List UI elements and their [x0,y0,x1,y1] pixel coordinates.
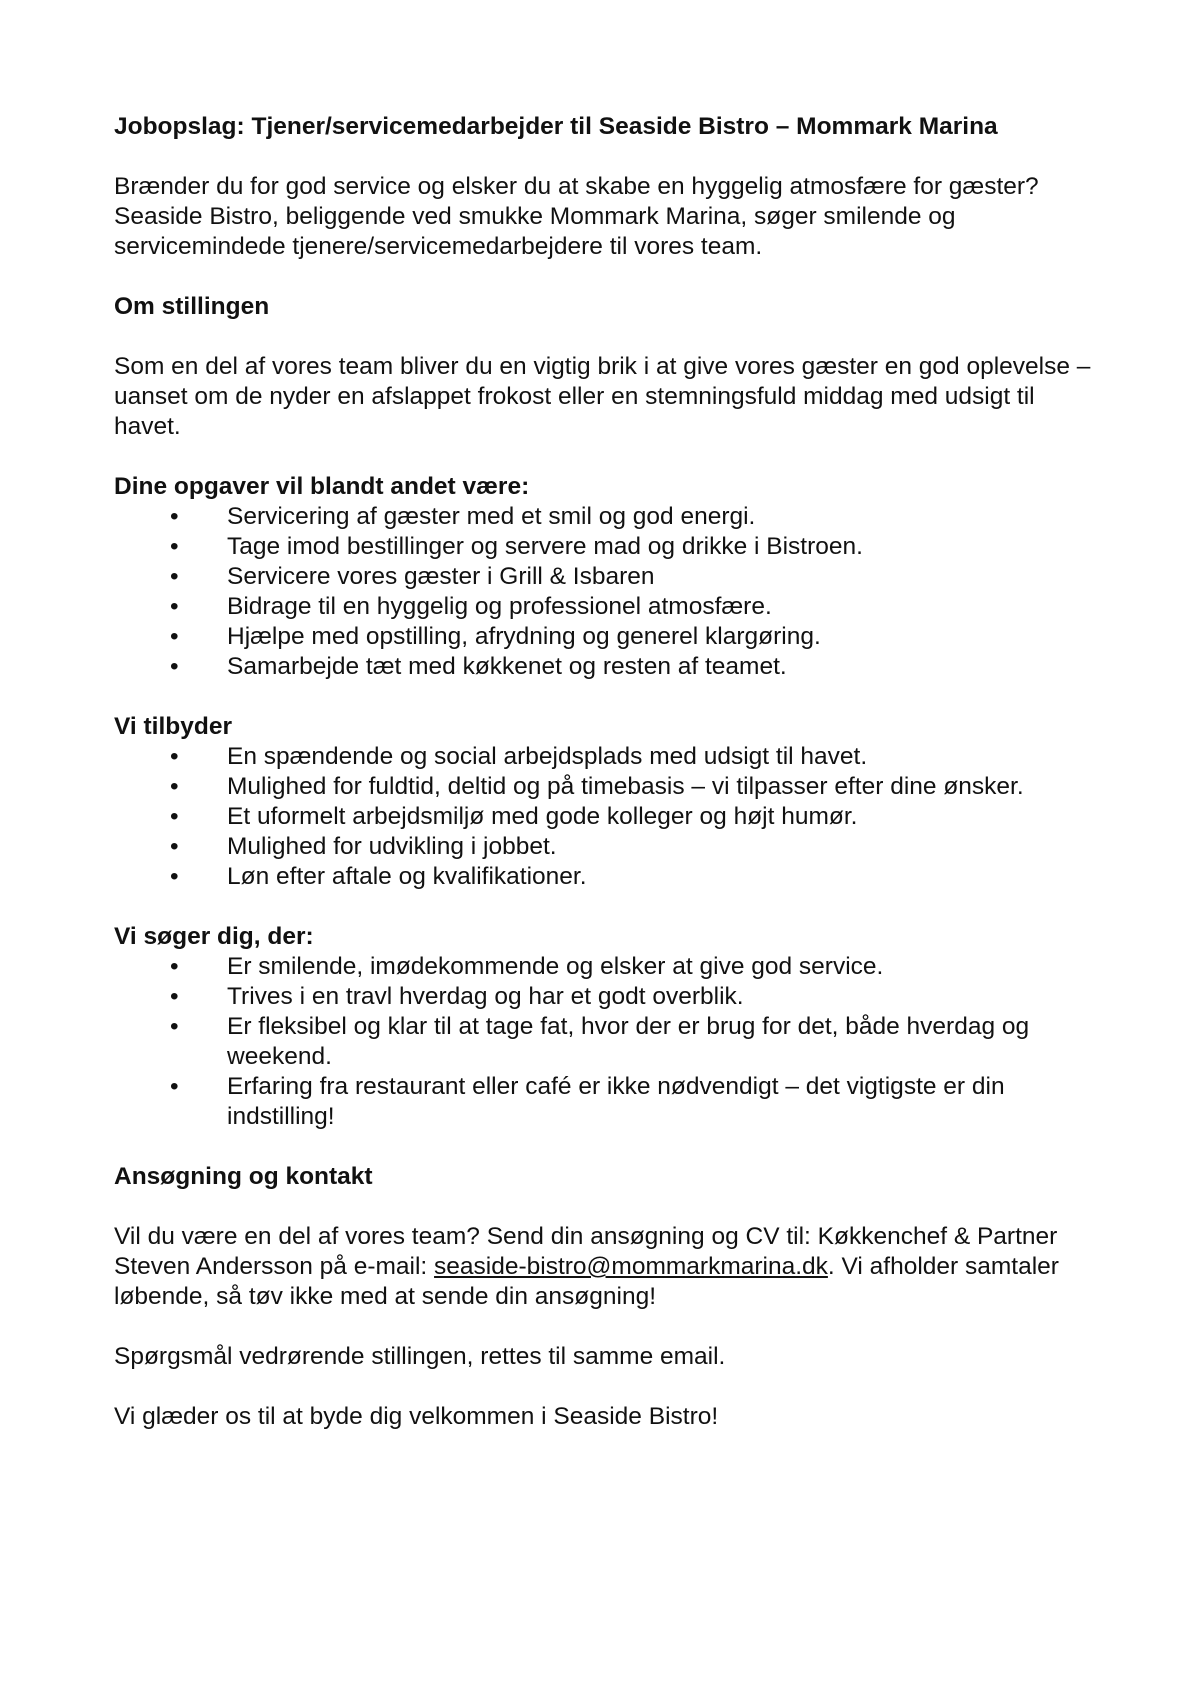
list-item [114,862,1104,892]
list-item-text: Løn efter aftale og kvalifikationer. [227,863,587,890]
offer-list [114,742,1104,892]
seeking-heading: Vi søger dig, der: [114,923,314,950]
job-title: Jobopslag: Tjener/servicemedarbejder til Seaside Bistro – Mommark Marina [114,113,998,140]
list-item [114,772,1104,802]
contact-paragraph [114,1222,1104,1312]
list-item-text: Hjælpe med opstilling, afrydning og generel klargøring. [227,623,821,650]
list-item [114,982,1104,1012]
list-item-text: Servicering af gæster med et smil og god energi. [227,503,756,530]
document-page [114,112,1104,1462]
bullet-icon: • [170,953,179,980]
list-item [114,622,1104,652]
contact-heading: Ansøgning og kontakt [114,1163,373,1190]
list-item [114,502,1104,532]
list-item-text: Er fleksibel og klar til at tage fat, hvor der er brug for det, både hverdag og weekend. [227,1013,1030,1070]
list-item [114,532,1104,562]
list-item-text: Mulighed for udvikling i jobbet. [227,833,557,860]
list-item-text: Bidrage til en hyggelig og professionel atmosfære. [227,593,772,620]
bullet-icon: • [170,863,179,890]
list-item [114,1012,1104,1072]
list-item [114,832,1104,862]
bullet-icon: • [170,623,179,650]
closing-paragraph: Vi glæder os til at byde dig velkommen i Seaside Bistro! [114,1403,719,1430]
offer-heading: Vi tilbyder [114,713,233,740]
about-heading: Om stillingen [114,293,270,320]
bullet-icon: • [170,803,179,830]
list-item-text: Servicere vores gæster i Grill & Isbaren [227,563,655,590]
list-item [114,742,1104,772]
list-item-text: Er smilende, imødekommende og elsker at give god service. [227,953,884,980]
email-link[interactable]: seaside-bistro@mommarkmarina.dk [434,1253,828,1280]
list-item [114,652,1104,682]
list-item-text: Samarbejde tæt med køkkenet og resten af teamet. [227,653,787,680]
bullet-icon: • [170,533,179,560]
contact-text-before: Vil du være en del af vores team? Send din ansøgning og CV til: Køkkenchef & Partner Steven Andersson på e-mail: [114,1223,1058,1280]
bullet-icon: • [170,1073,179,1100]
questions-paragraph: Spørgsmål vedrørende stillingen, rettes til samme email. [114,1343,726,1370]
bullet-icon: • [170,983,179,1010]
contact-text-after: . Vi afholder samtaler løbende, så tøv ikke med at sende din ansøgning! [114,1253,1059,1310]
list-item [114,592,1104,622]
list-item-text: Et uformelt arbejdsmiljø med gode kolleger og højt humør. [227,803,858,830]
list-item-text: Erfaring fra restaurant eller café er ikke nødvendigt – det vigtigste er din indstilling! [227,1073,1005,1130]
list-item [114,952,1104,982]
bullet-icon: • [170,563,179,590]
list-item-text: Mulighed for fuldtid, deltid og på timebasis – vi tilpasser efter dine ønsker. [227,773,1024,800]
list-item-text: En spændende og social arbejdsplads med udsigt til havet. [227,743,868,770]
list-item-text: Tage imod bestillinger og servere mad og drikke i Bistroen. [227,533,863,560]
list-item [114,562,1104,592]
bullet-icon: • [170,773,179,800]
bullet-icon: • [170,833,179,860]
list-item [114,1072,1104,1132]
tasks-heading: Dine opgaver vil blandt andet være: [114,473,530,500]
tasks-list [114,502,1104,682]
bullet-icon: • [170,593,179,620]
bullet-icon: • [170,1013,179,1040]
bullet-icon: • [170,503,179,530]
intro-paragraph: Brænder du for god service og elsker du at skabe en hyggelig atmosfære for gæster? Seaside Bistro, beliggende ved smukke Mommark Marina, søger smilende og servicemindede tjenere/servicemedarbejdere til vores team. [114,173,1039,260]
list-item-text: Trives i en travl hverdag og har et godt overblik. [227,983,744,1010]
seeking-list [114,952,1104,1132]
bullet-icon: • [170,653,179,680]
about-paragraph: Som en del af vores team bliver du en vigtig brik i at give vores gæster en god oplevelse – uanset om de nyder en afslappet frokost eller en stemningsfuld middag med udsigt til havet. [114,353,1091,440]
list-item [114,802,1104,832]
bullet-icon: • [170,743,179,770]
